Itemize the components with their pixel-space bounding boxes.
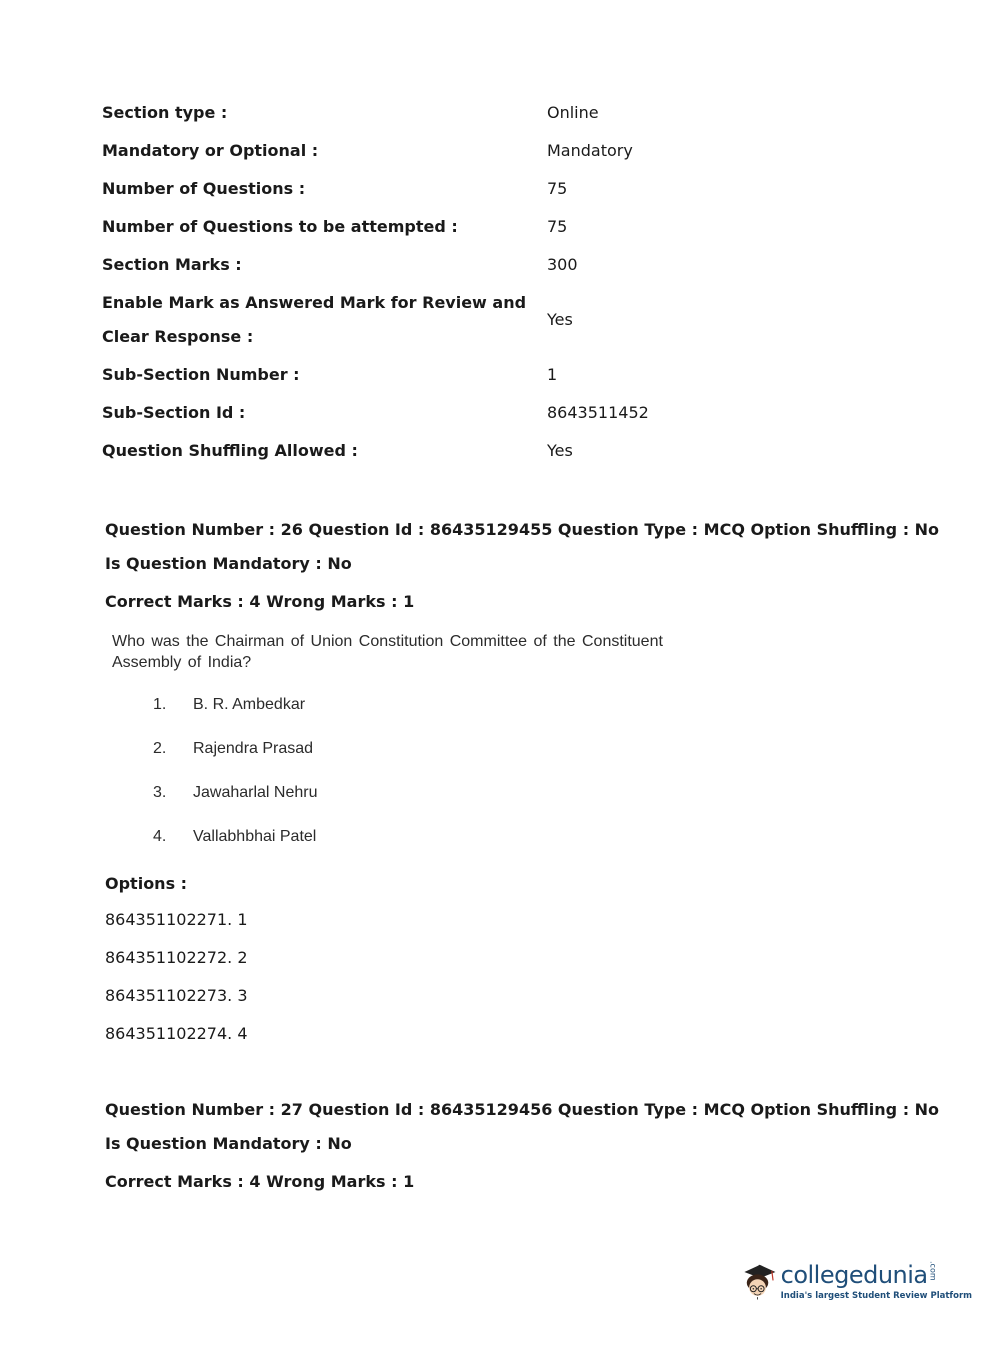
info-value: Yes xyxy=(547,441,573,460)
collegedunia-logo xyxy=(742,1248,972,1314)
option-id-line: 864351102272. 2 xyxy=(105,948,248,967)
info-value: 75 xyxy=(547,179,568,198)
info-label: Question Shuffling Allowed : xyxy=(102,441,358,460)
logo-tagline: India's largest Student Review Platform xyxy=(780,1291,972,1301)
logo-brand-line xyxy=(781,1261,972,1289)
option-id-line: 864351102271. 1 xyxy=(105,910,248,929)
info-label: Number of Questions to be attempted : xyxy=(102,217,458,236)
info-label: Enable Mark as Answered Mark for Review and Clear Response : xyxy=(102,293,527,346)
question-text-line: Who was the Chairman of Union Constitution Committee of the Constituent xyxy=(112,633,663,650)
option-id-line: 864351102274. 4 xyxy=(105,1024,248,1043)
choice-item xyxy=(153,735,945,779)
info-label: Section Marks : xyxy=(102,255,242,274)
info-label: Mandatory or Optional : xyxy=(102,141,319,160)
mascot-icon xyxy=(742,1250,777,1312)
question-header: Question Number : 26 Question Id : 86435129455 Question Type : MCQ Option Shuffling : No xyxy=(105,520,940,539)
choice-text: Jawaharlal Nehru xyxy=(193,784,318,801)
info-row-questions-attempted xyxy=(102,208,902,246)
info-row-section-type xyxy=(102,94,902,132)
question-text xyxy=(112,631,732,673)
choice-text: B. R. Ambedkar xyxy=(193,696,306,713)
answer-choices xyxy=(153,691,945,867)
info-row-question-shuffling xyxy=(102,432,902,470)
options-label: Options : xyxy=(105,874,188,893)
question-27 xyxy=(105,1093,945,1199)
question-text-line: Assembly of India? xyxy=(112,654,252,671)
logo-suffix: .com xyxy=(928,1261,938,1281)
choice-number: 3. xyxy=(153,784,167,801)
info-row-sub-section-id xyxy=(102,394,902,432)
question-mandatory: Is Question Mandatory : No xyxy=(105,1134,352,1153)
info-label: Section type : xyxy=(102,103,228,122)
choice-number: 4. xyxy=(153,828,167,845)
logo-text xyxy=(781,1261,972,1301)
question-mandatory: Is Question Mandatory : No xyxy=(105,554,352,573)
choice-number: 1. xyxy=(153,696,167,713)
choice-number: 2. xyxy=(153,740,167,757)
option-id-line: 864351102273. 3 xyxy=(105,986,248,1005)
choice-item xyxy=(153,823,945,867)
info-row-number-of-questions xyxy=(102,170,902,208)
info-row-sub-section-number xyxy=(102,356,902,394)
choice-text: Rajendra Prasad xyxy=(193,740,314,757)
info-row-section-marks xyxy=(102,246,902,284)
info-value: 75 xyxy=(547,217,568,236)
info-label: Sub-Section Number : xyxy=(102,365,300,384)
info-row-mandatory xyxy=(102,132,902,170)
choice-item xyxy=(153,691,945,735)
question-marks: Correct Marks : 4 Wrong Marks : 1 xyxy=(105,1172,415,1191)
info-value: Mandatory xyxy=(547,141,633,160)
info-value: 8643511452 xyxy=(547,403,649,422)
question-marks: Correct Marks : 4 Wrong Marks : 1 xyxy=(105,592,415,611)
question-header: Question Number : 27 Question Id : 86435129456 Question Type : MCQ Option Shuffling : No xyxy=(105,1100,940,1119)
choice-text: Vallabhbhai Patel xyxy=(193,828,317,845)
info-value: Yes xyxy=(547,310,573,329)
question-26 xyxy=(105,513,945,1053)
info-value: 1 xyxy=(547,365,558,384)
info-label: Sub-Section Id : xyxy=(102,403,246,422)
choice-item xyxy=(153,779,945,823)
info-value: Online xyxy=(547,103,599,122)
info-label: Number of Questions : xyxy=(102,179,306,198)
logo-brand: collegedunia xyxy=(780,1261,928,1289)
info-value: 300 xyxy=(547,255,578,274)
info-row-enable-mark xyxy=(102,284,902,356)
section-info-table xyxy=(102,94,902,470)
